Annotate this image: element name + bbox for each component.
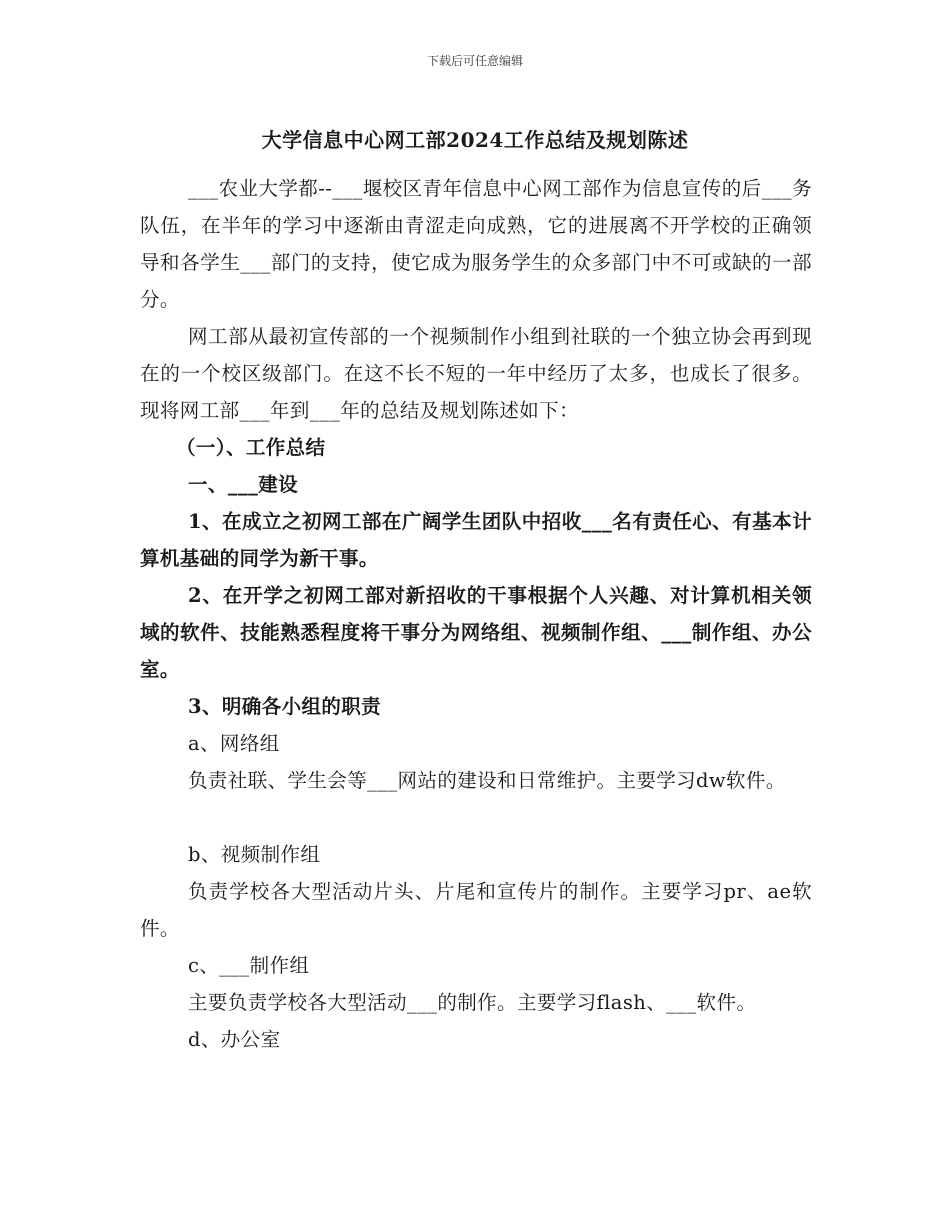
- group-desc-video: 负责学校各大型活动片头、片尾和宣传片的制作。主要学习pr、ae软件。: [140, 880, 812, 940]
- group-name-network: a、网络组: [188, 732, 280, 755]
- section-heading: （一）、工作总结: [176, 436, 326, 459]
- header-note: 下载后可任意编辑: [426, 54, 523, 68]
- item-1: 1、在成立之初网工部在广阔学生团队中招收___名有责任心、有基本计算机基础的同学为新干事。: [140, 510, 812, 570]
- item-2: 2、在开学之初网工部对新招收的干事根据个人兴趣、对计算机相关领域的软件、技能熟悉程度将干事分为网络组、视频制作组、___制作组、办公室。: [140, 584, 812, 681]
- group-name-office: d、办公室: [188, 1028, 281, 1051]
- subsection-heading: 一、___建设: [188, 473, 299, 496]
- group-desc-network: 负责社联、学生会等___网站的建设和日常维护。主要学习dw软件。: [188, 769, 786, 792]
- intro-paragraph-1: ___农业大学都--___堰校区青年信息中心网工部作为信息宣传的后___务队伍，在半年的学习中逐渐由青涩走向成熟，它的进展离不开学校的正确领导和各学生___部门的支持，使它成为服务学生的众多部门中不可或缺的一部分。: [140, 177, 812, 311]
- group-name-video: b、视频制作组: [188, 843, 321, 866]
- group-name-production: c、___制作组: [188, 954, 310, 977]
- item-3: 3、明确各小组的职责: [188, 695, 382, 718]
- group-desc-production: 主要负责学校各大型活动___的制作。主要学习flash、___软件。: [188, 991, 757, 1014]
- intro-paragraph-2: 网工部从最初宣传部的一个视频制作小组到社联的一个独立协会再到现在的一个校区级部门。在这不长不短的一年中经历了太多，也成长了很多。现将网工部___年到___年的总结及规划陈述如下：: [140, 325, 812, 422]
- document-title: 大学信息中心网工部2024工作总结及规划陈述: [261, 128, 689, 152]
